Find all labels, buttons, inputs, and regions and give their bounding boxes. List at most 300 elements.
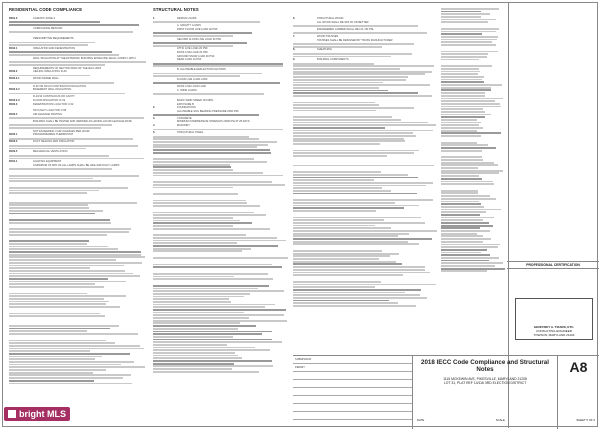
text-filler — [153, 298, 229, 300]
text-filler — [9, 222, 111, 224]
note-code: R402.2.1 — [9, 77, 20, 81]
paragraph-gap — [9, 321, 147, 324]
note-line — [9, 57, 147, 61]
text-filler — [153, 355, 238, 357]
sheet-title: 2018 IECC Code Compliance and Structural Notes — [421, 359, 549, 374]
text-filler — [441, 260, 489, 262]
note-code: 4. — [153, 124, 156, 128]
text-filler — [441, 219, 483, 221]
text-filler — [293, 187, 382, 189]
text-filler — [293, 84, 430, 86]
text-filler — [293, 292, 405, 294]
text-filler — [9, 303, 106, 305]
text-filler — [441, 19, 496, 21]
note-text: PROGRAMMABLE THERMOSTAT — [33, 133, 74, 137]
paragraph-gap — [153, 196, 288, 199]
text-filler — [293, 73, 425, 75]
note-text: STRUCTURAL STEEL — [177, 131, 204, 135]
text-filler — [153, 202, 247, 204]
text-filler — [153, 288, 258, 290]
text-filler — [153, 237, 277, 239]
text-filler — [441, 65, 492, 67]
note-code: R402.4 — [9, 112, 18, 116]
note-text: WOOD FRAME WALL: — [33, 77, 60, 81]
paragraph-gap — [293, 167, 438, 170]
note-line — [153, 38, 288, 42]
text-filler — [153, 228, 270, 230]
text-filler — [153, 217, 233, 219]
note-code: 7. — [293, 34, 296, 38]
note-code: R403.5 — [9, 150, 18, 154]
text-filler — [153, 21, 260, 23]
text-filler — [293, 132, 413, 134]
text-filler — [9, 259, 116, 261]
text-filler — [9, 51, 112, 53]
text-filler — [441, 181, 493, 183]
text-filler — [441, 198, 496, 200]
text-filler — [441, 28, 499, 30]
text-filler — [441, 192, 478, 194]
scale-label: SCALE — [495, 418, 505, 422]
text-filler — [441, 73, 478, 75]
text-filler — [441, 164, 498, 166]
text-filler — [293, 107, 414, 109]
note-line — [9, 70, 147, 74]
note-line — [9, 150, 147, 154]
text-filler — [293, 152, 414, 154]
text-filler — [9, 168, 112, 170]
text-filler — [293, 46, 382, 48]
note-text: CEILING INSULATION: R-49 — [33, 70, 67, 74]
note-text: BUILDING COMPONENTS — [317, 58, 349, 62]
text-filler — [9, 315, 105, 317]
text-filler — [293, 233, 409, 235]
text-filler — [9, 148, 86, 150]
note-text: DESIGN LOADS — [177, 17, 197, 20]
compliance-title: RESIDENTIAL CODE COMPLIANCE — [9, 7, 83, 12]
text-filler — [9, 24, 139, 26]
text-filler — [153, 293, 250, 295]
text-filler — [153, 193, 238, 195]
text-filler — [9, 353, 130, 355]
paragraph-gap — [153, 253, 288, 256]
permit-row: PERMIT — [293, 364, 412, 372]
text-filler — [293, 297, 427, 299]
text-filler — [9, 54, 119, 56]
text-filler — [441, 41, 492, 43]
note-text: WOOD TRUSSES — [317, 34, 339, 38]
text-filler — [293, 207, 404, 209]
paragraph-gap — [9, 224, 147, 227]
text-filler — [293, 65, 434, 67]
text-filler — [441, 167, 478, 169]
text-filler — [9, 286, 104, 288]
text-filler — [293, 95, 432, 97]
text-filler — [153, 245, 278, 247]
text-filler — [441, 172, 499, 174]
note-text: PRESCRIPTIVE REQUIREMENTS — [33, 37, 74, 41]
text-filler — [153, 290, 284, 292]
note-line — [9, 140, 147, 144]
paragraph-gap — [153, 260, 288, 263]
paragraph-gap — [9, 289, 147, 292]
note-text: BASEMENT WALL INSULATION: — [33, 88, 72, 92]
text-filler — [441, 244, 500, 246]
text-filler — [9, 75, 90, 77]
structural-notes-column-2 — [293, 17, 438, 353]
paragraph-gap — [293, 195, 438, 198]
note-text: CLIMATIC ZONE 4 — [33, 17, 56, 20]
text-filler — [9, 178, 93, 180]
text-filler — [293, 53, 412, 55]
paragraph-gap — [153, 189, 288, 192]
text-filler — [9, 275, 140, 277]
text-filler — [9, 246, 108, 248]
text-filler — [441, 31, 496, 33]
text-filler — [9, 374, 131, 376]
note-code: R404.1 — [9, 160, 18, 164]
note-code: R402.3 — [9, 102, 18, 106]
text-filler — [293, 294, 420, 296]
note-line — [153, 68, 288, 72]
text-filler — [293, 302, 398, 304]
text-filler — [9, 42, 95, 44]
text-filler — [9, 44, 88, 46]
text-filler — [293, 82, 383, 84]
note-code: R403.3 — [9, 140, 18, 144]
text-filler — [293, 272, 430, 274]
paragraph-gap — [9, 171, 147, 174]
text-filler — [441, 127, 483, 129]
text-filler — [9, 158, 144, 160]
text-filler — [293, 119, 401, 121]
paragraph-gap — [441, 152, 505, 155]
text-filler — [153, 184, 285, 186]
text-filler — [441, 53, 488, 55]
text-filler — [9, 358, 95, 360]
note-code: 8. — [293, 48, 296, 52]
text-filler — [9, 204, 88, 206]
note-text: FLOOR INSULATION: R-19 — [33, 98, 66, 102]
note-text: ROOF LIVE LOAD 20 PSF — [177, 51, 208, 55]
text-filler — [9, 219, 110, 221]
text-filler — [9, 138, 133, 140]
text-filler — [441, 21, 488, 23]
text-filler — [293, 199, 433, 201]
text-filler — [153, 336, 233, 338]
note-text: R-10/13 CONTINUOUS OR CAVITY — [33, 95, 75, 99]
professional-certification-label: PROFESSIONAL CERTIFICATION — [507, 261, 599, 269]
text-filler — [9, 213, 95, 215]
text-filler — [293, 140, 405, 142]
paragraph-gap — [153, 281, 288, 284]
note-line — [153, 89, 288, 93]
text-filler — [441, 39, 497, 41]
note-line — [293, 58, 438, 62]
text-filler — [441, 119, 477, 121]
text-filler — [441, 262, 503, 264]
text-filler — [9, 251, 141, 253]
text-filler — [441, 76, 484, 78]
note-line — [153, 78, 288, 82]
text-filler — [153, 35, 233, 37]
text-filler — [9, 301, 109, 303]
text-filler — [293, 124, 436, 126]
stamp-line3: TOWSON, MARYLAND 21204 — [533, 333, 575, 337]
paragraph-gap — [293, 277, 438, 280]
text-filler — [293, 235, 398, 237]
text-filler — [441, 217, 494, 219]
text-filler — [153, 363, 234, 365]
text-filler — [153, 222, 252, 224]
text-filler — [9, 345, 140, 347]
structural-notes-title: STRUCTURAL NOTES — [153, 7, 199, 12]
text-filler — [153, 339, 272, 341]
text-filler — [9, 377, 123, 379]
text-filler — [293, 102, 375, 104]
note-line — [153, 28, 288, 32]
text-filler — [9, 340, 106, 342]
note-text: NOT EXCEEDING 3 AIR CHANGES PER HOUR — [33, 129, 90, 133]
note-text: STRUCTURAL WOOD — [317, 17, 344, 20]
text-filler — [293, 76, 408, 78]
text-filler — [441, 265, 495, 267]
text-filler — [293, 71, 432, 73]
text-filler — [293, 202, 395, 204]
blank-row — [293, 412, 412, 420]
text-filler — [441, 103, 500, 105]
blank-row — [293, 396, 412, 404]
text-filler — [153, 250, 242, 252]
text-filler — [9, 210, 103, 212]
note-text: BASIC WIND SPEED 115 MPH — [177, 98, 214, 102]
note-line — [9, 113, 147, 117]
note-line — [9, 27, 147, 31]
text-filler — [441, 270, 487, 272]
stamp-line2: CONSULTING ENGINEER — [536, 329, 572, 333]
text-filler — [293, 205, 419, 207]
note-text: A MINIMUM OF 90% OF ALL LAMPS SHALL BE HIGH EFFICACY LAMPS — [33, 163, 120, 167]
text-filler — [293, 165, 434, 167]
paragraph-gap — [9, 236, 147, 239]
text-filler — [153, 225, 233, 227]
drawing-sheet — [2, 2, 598, 427]
paragraph-gap — [293, 161, 438, 164]
compliance-column — [9, 17, 147, 407]
text-filler — [293, 63, 374, 65]
text-filler — [293, 143, 380, 145]
text-filler — [153, 360, 272, 362]
text-filler — [9, 361, 134, 363]
sheet-of: SHEET 5 OF 9 — [576, 418, 595, 422]
notes-column-4 — [441, 7, 505, 353]
text-filler — [441, 100, 495, 102]
note-code: 1. — [153, 17, 156, 20]
text-filler — [293, 222, 425, 224]
text-filler — [293, 286, 375, 288]
text-filler — [441, 98, 503, 100]
text-filler — [9, 82, 114, 84]
text-filler — [441, 170, 503, 172]
note-code: 2. — [153, 106, 156, 110]
text-filler — [441, 230, 490, 232]
text-filler — [9, 364, 121, 366]
text-filler — [153, 371, 259, 373]
text-filler — [153, 333, 262, 335]
text-filler — [441, 214, 480, 216]
paragraph-gap — [293, 98, 438, 101]
note-line — [153, 124, 288, 128]
text-filler — [293, 263, 402, 265]
text-filler — [293, 110, 376, 112]
text-filler — [9, 328, 110, 330]
text-filler — [441, 124, 479, 126]
text-filler — [9, 256, 145, 258]
text-filler — [153, 169, 233, 171]
blank-row — [293, 372, 412, 380]
text-filler — [9, 293, 87, 295]
text-filler — [441, 183, 494, 185]
text-filler — [9, 265, 124, 267]
note-text: SHEATHING — [317, 48, 332, 52]
watermark-text: bright MLS — [19, 409, 66, 419]
note-text: FIRST FLOOR LIVE LOAD 40 PSF — [177, 27, 218, 31]
note-line — [293, 48, 438, 52]
text-filler — [441, 222, 489, 224]
note-code: R301.2 — [9, 17, 18, 20]
text-filler — [441, 246, 498, 248]
text-filler — [441, 116, 485, 118]
note-text: R-20 OR R13+5 CONTINUOUS INSULATION — [33, 84, 86, 88]
note-text: B. ALLOWABLE DEFLECTION FACTORS — [177, 68, 226, 72]
text-filler — [153, 114, 259, 116]
text-filler — [441, 162, 494, 164]
text-filler — [441, 268, 505, 270]
text-filler — [441, 156, 482, 158]
note-text: GROUND SNOW LOAD 30 PSF — [177, 54, 215, 58]
text-filler — [441, 203, 481, 205]
text-filler — [153, 166, 231, 168]
text-filler — [441, 190, 478, 192]
note-text: FOUNDATIONS — [177, 106, 196, 110]
text-filler — [293, 217, 421, 219]
text-filler — [293, 219, 384, 221]
text-filler — [9, 202, 137, 204]
text-filler — [441, 11, 481, 13]
text-filler — [153, 322, 240, 324]
text-filler — [153, 42, 247, 44]
text-filler — [9, 207, 89, 209]
note-line — [9, 120, 147, 124]
text-filler — [153, 220, 240, 222]
paragraph-gap — [9, 309, 147, 312]
text-filler — [9, 273, 133, 275]
text-filler — [293, 253, 399, 255]
text-filler — [9, 270, 125, 272]
text-filler — [9, 180, 101, 182]
text-filler — [293, 281, 381, 283]
text-filler — [9, 190, 99, 192]
paragraph-gap — [153, 177, 288, 180]
note-line — [9, 133, 147, 137]
text-filler — [153, 331, 272, 333]
note-text: WALL INSULATION AT THE EXTERIOR, BUILDING ENVELOPE SHALL COMPLY WITH — [33, 56, 136, 60]
note-text: SECOND FLOOR LIVE LOAD 30 PSF — [177, 37, 222, 41]
paragraph-gap — [153, 208, 288, 211]
text-filler — [153, 341, 282, 343]
text-filler — [293, 177, 418, 179]
note-text: C. WIND LOADS — [177, 88, 197, 92]
note-text: EXPOSURE B — [177, 102, 194, 106]
note-line — [153, 110, 288, 114]
text-filler — [293, 269, 425, 271]
text-filler — [441, 71, 480, 73]
text-filler — [293, 155, 387, 157]
text-filler — [9, 31, 133, 33]
stamp-name: GEOFFREY A. TIZARD, ETC. — [533, 325, 575, 329]
text-filler — [441, 89, 491, 91]
text-filler — [9, 262, 142, 264]
text-filler — [9, 124, 112, 126]
text-filler — [441, 147, 496, 149]
text-filler — [441, 159, 483, 161]
paragraph-gap — [293, 146, 438, 149]
blank-row — [293, 404, 412, 412]
text-filler — [153, 312, 244, 314]
text-filler — [9, 267, 90, 269]
note-line — [9, 88, 147, 92]
text-filler — [441, 122, 481, 124]
note-text: DEAD LOAD 10 PSF — [177, 58, 202, 62]
submission-row: SUBMISSION — [293, 356, 412, 364]
text-filler — [9, 234, 107, 236]
text-filler — [441, 8, 499, 10]
text-filler — [9, 228, 131, 230]
text-filler — [441, 33, 482, 35]
text-filler — [293, 56, 391, 58]
text-filler — [293, 305, 416, 307]
text-filler — [293, 284, 436, 286]
text-filler — [293, 87, 379, 89]
text-filler — [441, 59, 479, 61]
text-filler — [293, 150, 419, 152]
text-filler — [153, 161, 267, 163]
text-filler — [153, 200, 246, 202]
text-filler — [9, 366, 145, 368]
project-lot: LOT 31, PLAT REF 14/116 3RD ELECTION DISTRICT — [443, 381, 527, 386]
text-filler — [153, 129, 283, 131]
text-filler — [441, 142, 477, 144]
text-filler — [9, 175, 139, 177]
note-text: ATTIC LIVE LOAD 20 PSF — [177, 47, 208, 51]
paragraph-gap — [9, 336, 147, 339]
text-filler — [153, 214, 266, 216]
text-filler — [153, 344, 227, 346]
text-filler — [153, 296, 244, 298]
blank-row — [293, 388, 412, 396]
text-filler — [441, 44, 496, 46]
text-filler — [9, 298, 104, 300]
paragraph-gap — [441, 24, 505, 27]
text-filler — [293, 174, 408, 176]
note-line — [9, 47, 147, 51]
text-filler — [153, 357, 242, 359]
text-filler — [441, 238, 491, 240]
note-line — [153, 17, 288, 21]
text-filler — [293, 227, 391, 229]
text-filler — [153, 75, 240, 77]
text-filler — [153, 181, 272, 183]
